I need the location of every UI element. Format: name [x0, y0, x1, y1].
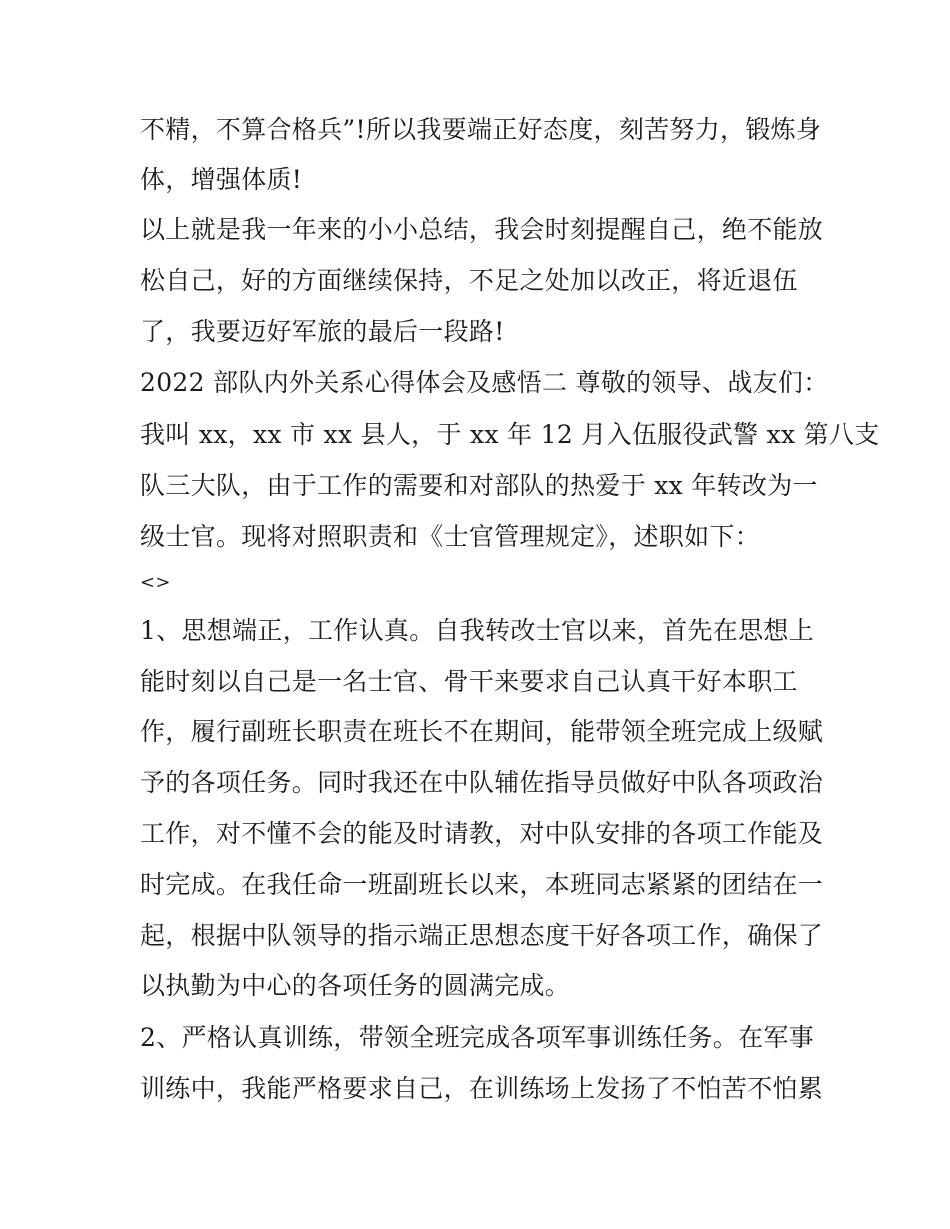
text-line: 以执勤为中心的各项任务的圆满完成。 [140, 971, 571, 1000]
text-line: 不精，不算合格兵”!所以我要端正好态度，刻苦努力，锻炼身 [140, 115, 822, 144]
text-line: 级士官。现将对照职责和《士官管理规定》，述职如下： [140, 522, 761, 551]
text-line: 2、严格认真训练，带领全班完成各项军事训练任务。在军事 [140, 1023, 815, 1052]
text-line: 作，履行副班长职责在班长不在期间，能带领全班完成上级赋 [140, 717, 824, 746]
text-line: 1、思想端正，工作认真。自我转改士官以来，首先在思想上 [140, 616, 815, 645]
text-line-marker: <> [140, 572, 171, 593]
text-line: 时完成。在我任命一班副班长以来，本班同志紧紧的团结在一 [140, 870, 824, 899]
text-line: 训练中，我能严格要求自己，在训练场上发扬了不怕苦不怕累 [140, 1074, 824, 1103]
text-line: 以上就是我一年来的小小总结，我会时刻提醒自己，绝不能放 [140, 215, 824, 244]
text-line: 2022 部队内外关系心得体会及感悟二 尊敬的领导、战友们： [140, 368, 829, 397]
text-line: 工作，对不懂不会的能及时请教，对中队安排的各项工作能及 [140, 819, 824, 848]
text-line: 能时刻以自己是一名士官、骨干来要求自己认真干好本职工 [140, 667, 798, 696]
text-line: 了，我要迈好军旅的最后一段路! [140, 317, 505, 346]
text-line: 队三大队，由于工作的需要和对部队的热爱于 xx 年转改为一 [140, 471, 818, 500]
text-line: 我叫 xx，xx 市 xx 县人，于 xx 年 12 月入伍服役武警 xx 第八支 [140, 420, 880, 449]
text-line: 体，增强体质! [140, 165, 303, 194]
text-line: 松自己，好的方面继续保持，不足之处加以改正，将近退伍 [140, 266, 798, 295]
text-line: 起，根据中队领导的指示端正思想态度干好各项工作，确保了 [140, 921, 824, 950]
text-line: 予的各项任务。同时我还在中队辅佐指导员做好中队各项政治 [140, 768, 824, 797]
